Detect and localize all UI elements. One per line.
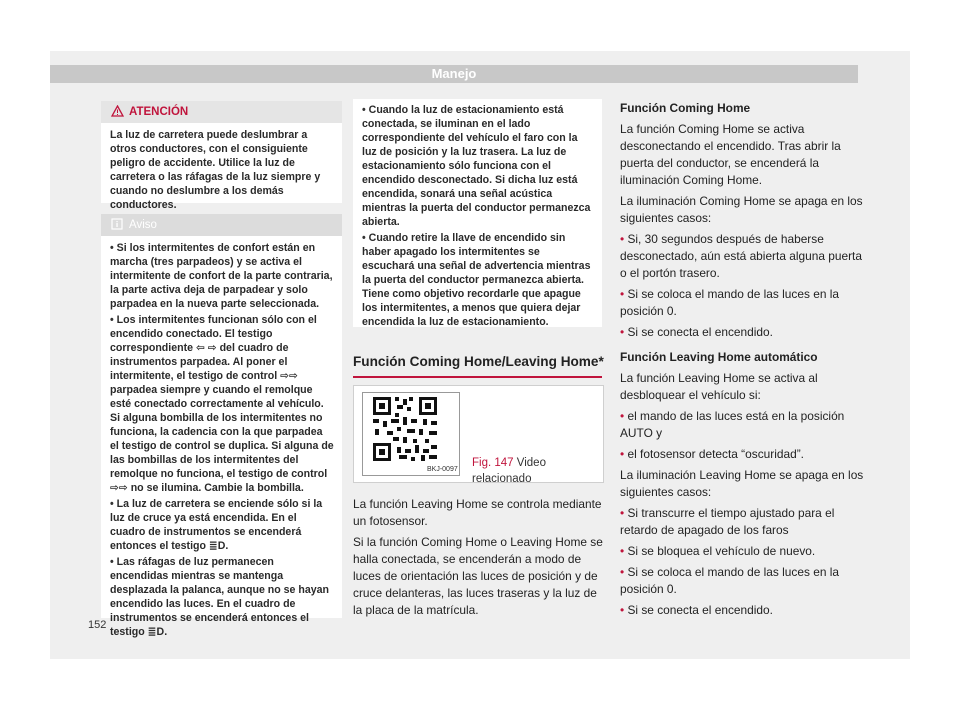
note-box-continued: [353, 99, 602, 327]
figure-code: BKJ-0097: [427, 466, 458, 473]
list-item: • Si se coloca el mando de las luces en la posición 0.: [620, 565, 839, 596]
list-item: • Si se bloquea el vehículo de nuevo.: [620, 544, 816, 558]
figure-caption-text: Video relacionado: [472, 457, 546, 485]
figure-caption: [472, 455, 597, 487]
warning-triangle-icon: [111, 105, 124, 117]
list-item: • Cuando la luz de estacionamiento está conectada, se iluminan en el lado correspondiente del vehículo el faro con la luz de posición y la luz trasera. La luz de estacionamiento sólo funciona con el encendido desconectado. Si dicha luz está encendida, sonará una señal acústica mientras la puerta del conductor permanezca abierta.: [362, 104, 591, 228]
warning-title: [101, 101, 342, 123]
list-item: • el fotosensor detecta “oscuridad”.: [620, 447, 804, 461]
subheading: Función Coming Home: [620, 101, 751, 115]
list-item: • Si se conecta el encendido.: [620, 603, 773, 617]
note-list: [110, 241, 334, 639]
page-number: 152: [88, 619, 107, 631]
info-icon: [111, 218, 123, 230]
list-item: • La luz de carretera se enciende sólo si la luz de cruce ya está encendida. En el cuadro de instrumentos se encenderá entonces el testigo ≣D.: [110, 498, 323, 552]
section-title: Función Coming Home/Leaving Home*: [353, 354, 604, 369]
paragraph: La iluminación Coming Home se apaga en los siguientes casos:: [620, 194, 863, 225]
note-title: [101, 214, 342, 236]
paragraph: Si la función Coming Home o Leaving Home se halla conectada, se encenderán a modo de luces de orientación las luces de posición y de cruce delanteras, las luces traseras y la luz de la placa de la matrícula.: [353, 535, 603, 617]
column-right: [620, 100, 866, 623]
list-item: • Si se conecta el encendido.: [620, 325, 773, 339]
qr-code-icon: [363, 393, 459, 475]
list-item: • Si se coloca el mando de las luces en la posición 0.: [620, 287, 839, 318]
note-box: [101, 214, 342, 638]
section-divider: [353, 376, 602, 378]
paragraph: La iluminación Leaving Home se apaga en los siguientes casos:: [620, 468, 864, 499]
list-item: • Si transcurre el tiempo ajustado para el retardo de apagado de los faros: [620, 506, 835, 537]
qr-code-image[interactable]: [362, 392, 460, 476]
subheading: Función Leaving Home automático: [620, 350, 818, 364]
list-item: • Si los intermitentes de confort están en marcha (tres parpadeos) y se activa el intermitente de confort de la parte contraria, la parte activa deja de parpadear y solo parpadea en la nueva parte seleccionada.: [110, 242, 333, 310]
list-item: • Cuando retire la llave de encendido sin haber apagado los intermitentes se escuchará una señal de advertencia mientras la puerta del conductor permanezca abierta. Tiene como objetivo recordarle que apague los intermitentes, a menos que quiera dejar encendida la luz de estacionamiento.: [362, 232, 591, 328]
section-header: Manejo: [50, 65, 858, 83]
figure: [353, 385, 604, 483]
list-item: • Las ráfagas de luz permanecen encendidas mientras se mantenga desplazada la palanca, aunque no se hayan encendido las luces. En el cuadro de instrumentos se encenderá entonces el testigo ≣D.: [110, 556, 330, 638]
list-item: • Los intermitentes funcionan sólo con el encendido conectado. El testigo correspondiente ⇦ ⇨ del cuadro de instrumentos parpadea. Al poner el intermitente, el testigo de control ⇨⇨ parpadea siempre y cuando el remolque esté conectado correctamente al vehículo. Si alguna bombilla de los intermitentes no funciona, la cadencia con la que parpadea el testigo de control se duplica. Si alguna de las bombillas de los intermitentes del remolque no funciona, el testigo de control ⇨⇨ no se ilumina. Cambie la bombilla.: [110, 314, 334, 494]
note-title-text: Aviso: [129, 219, 157, 231]
paragraph: La función Leaving Home se activa al desbloquear el vehículo si:: [620, 371, 818, 402]
list-item: • Si, 30 segundos después de haberse desconectado, aún está abierta alguna puerta o el portón trasero.: [620, 232, 862, 280]
section-body: [353, 496, 603, 623]
warning-box: [101, 101, 342, 211]
list-item: • el mando de las luces está en la posición AUTO y: [620, 409, 845, 440]
warning-text: La luz de carretera puede deslumbrar a otros conductores, con el consiguiente peligro de accidente. Utilice la luz de carretera o las ráfagas de la luz siempre y cuando no deslumbre a los demás conductores.: [110, 129, 321, 211]
figure-number: Fig. 147: [472, 457, 514, 469]
paragraph: La función Coming Home se activa desconectando el encendido. Tras abrir la puerta del conductor, se encenderá la iluminación Coming Home.: [620, 122, 841, 187]
warning-title-text: ATENCIÓN: [129, 106, 189, 118]
paragraph: La función Leaving Home se controla mediante un fotosensor.: [353, 497, 602, 528]
note-continued-list: [362, 103, 594, 329]
